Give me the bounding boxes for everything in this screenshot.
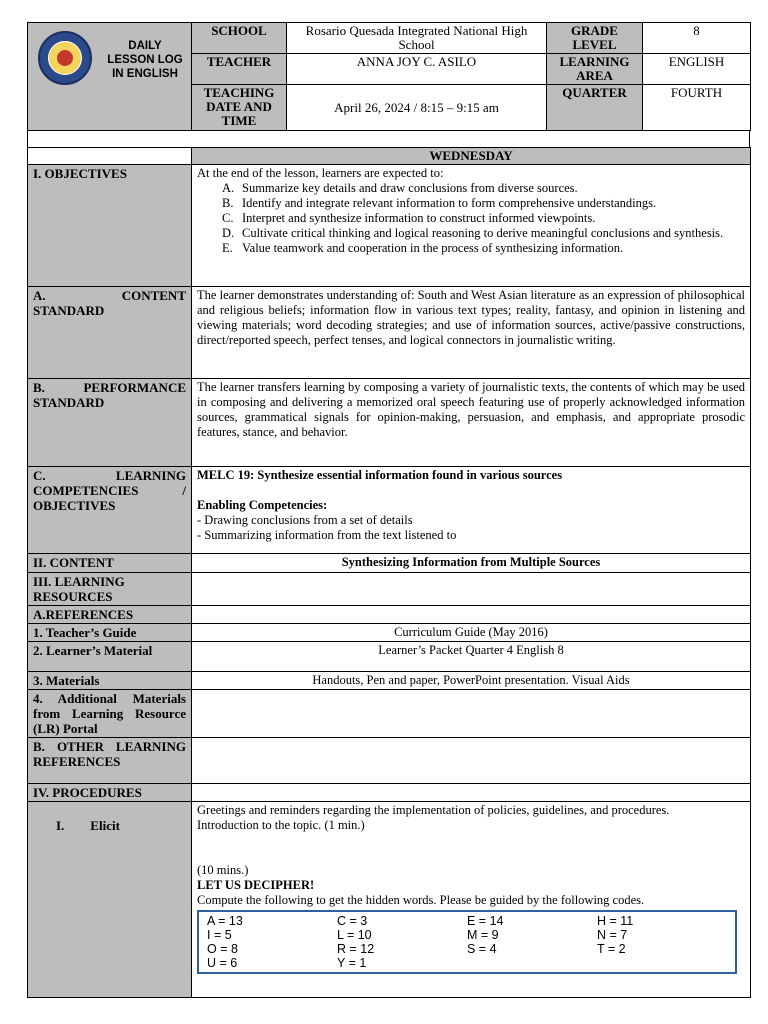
- enabling-item: - Summarizing information from the text listened to: [197, 528, 457, 542]
- list-item: E. Value teamwork and cooperation in the process of synthesizing information.: [222, 241, 624, 255]
- procedures-label: IV. PROCEDURES: [28, 784, 192, 802]
- objectives-list: [197, 181, 745, 256]
- day-label: WEDNESDAY: [192, 148, 751, 165]
- deped-seal-icon: [38, 31, 92, 85]
- date-value: April 26, 2024 / 8:15 – 9:15 am: [287, 85, 547, 131]
- list-item: C. Interpret and synthesize information to construct informed viewpoints.: [222, 211, 596, 225]
- main-table: [27, 147, 751, 998]
- time-text: (10 mins.): [197, 863, 249, 877]
- greeting-text: Greetings and reminders regarding the implementation of policies, guidelines, and procedures.: [197, 803, 670, 817]
- elicit-cell: [192, 802, 751, 998]
- teachers-guide-label: 1. Teacher’s Guide: [28, 624, 192, 642]
- codes-box: [197, 910, 737, 974]
- quarter-value: FOURTH: [643, 85, 751, 131]
- codes-row: I = 5 L = 10 M = 9 N = 7: [207, 928, 628, 942]
- objectives-label: I. OBJECTIVES: [28, 165, 192, 287]
- list-item: B. Identify and integrate relevant information to form comprehensive understandings.: [222, 196, 657, 210]
- enabling-title: Enabling Competencies:: [197, 498, 328, 512]
- teachers-guide-value: Curriculum Guide (May 2016): [192, 624, 751, 642]
- references-label: A.REFERENCES: [28, 606, 192, 624]
- grade-label: GRADE LEVEL: [547, 23, 643, 54]
- elicit-label: I. Elicit: [28, 802, 192, 998]
- quarter-label: QUARTER: [547, 85, 643, 131]
- objectives-intro: At the end of the lesson, learners are expected to:: [197, 166, 444, 180]
- date-label: TEACHING DATE AND TIME: [192, 85, 287, 131]
- resources-label: III. LEARNING RESOURCES: [28, 573, 192, 606]
- materials-value: Handouts, Pen and paper, PowerPoint presentation. Visual Aids: [192, 672, 751, 690]
- competencies-cell: [192, 467, 751, 554]
- learners-material-value: Learner’s Packet Quarter 4 English 8: [192, 642, 751, 672]
- logo-cell: [28, 23, 192, 131]
- intro-text: Introduction to the topic. (1 min.): [197, 818, 365, 832]
- area-value: ENGLISH: [643, 54, 751, 85]
- content-standard-label: A. CONTENT STANDARD: [28, 287, 192, 379]
- learners-material-label: 2. Learner’s Material: [28, 642, 192, 672]
- performance-standard-text: The learner transfers learning by composing a variety of journalistic texts, the contents of which may be used in composing and delivering a memorized oral speech featuring use of properly acknowledged information sources, grammatical signals for opinion-making, persuasion, and emphasis, and appropriate prosodic features, stance, and behavior.: [192, 379, 751, 467]
- melc-text: MELC 19: Synthesize essential information found in various sources: [197, 468, 563, 482]
- objectives-cell: [192, 165, 751, 287]
- codes-row: A = 13 C = 3 E = 14 H = 11: [207, 914, 634, 928]
- school-value: Rosario Quesada Integrated National High School: [287, 23, 547, 54]
- content-value: Synthesizing Information from Multiple Sources: [192, 554, 751, 573]
- competencies-label: C. LEARNING COMPETENCIES / OBJECTIVES: [28, 467, 192, 554]
- activity-title: LET US DECIPHER!: [197, 878, 315, 892]
- materials-label: 3. Materials: [28, 672, 192, 690]
- spacer: [27, 131, 750, 147]
- list-item: D. Cultivate critical thinking and logical reasoning to derive meaningful conclusions and synthesis.: [222, 226, 724, 240]
- codes-row: U = 6 Y = 1: [207, 956, 367, 970]
- content-standard-text: The learner demonstrates understanding of: South and West Asian literature as an expression of philosophical and religious beliefs; information flow in various text types; reality, fantasy, and opinion in listening and viewing materials; word decoding strategies; and use of information sources, active/passive constructions, direct/reported speech, perfect tenses, and logical connectors in journalistic writing.: [192, 287, 751, 379]
- teacher-label: TEACHER: [192, 54, 287, 85]
- additional-materials-label: 4. Additional Materials from Learning Resource (LR) Portal: [28, 690, 192, 738]
- school-label: SCHOOL: [192, 23, 287, 54]
- enabling-item: - Drawing conclusions from a set of details: [197, 513, 413, 527]
- area-label: LEARNING AREA: [547, 54, 643, 85]
- lesson-log-page: [27, 22, 750, 998]
- content-label: II. CONTENT: [28, 554, 192, 573]
- list-item: A. Summarize key details and draw conclusions from diverse sources.: [222, 181, 578, 195]
- other-references-label: B. OTHER LEARNING REFERENCES: [28, 738, 192, 784]
- performance-standard-label: B. PERFORMANCE STANDARD: [28, 379, 192, 467]
- teacher-value: ANNA JOY C. ASILO: [287, 54, 547, 85]
- grade-value: 8: [643, 23, 751, 54]
- codes-row: O = 8 R = 12 S = 4 T = 2: [207, 942, 626, 956]
- header-table: [27, 22, 751, 131]
- dll-title: DAILY LESSON LOG IN ENGLISH: [107, 40, 183, 80]
- instruction-text: Compute the following to get the hidden words. Please be guided by the following codes.: [197, 893, 645, 907]
